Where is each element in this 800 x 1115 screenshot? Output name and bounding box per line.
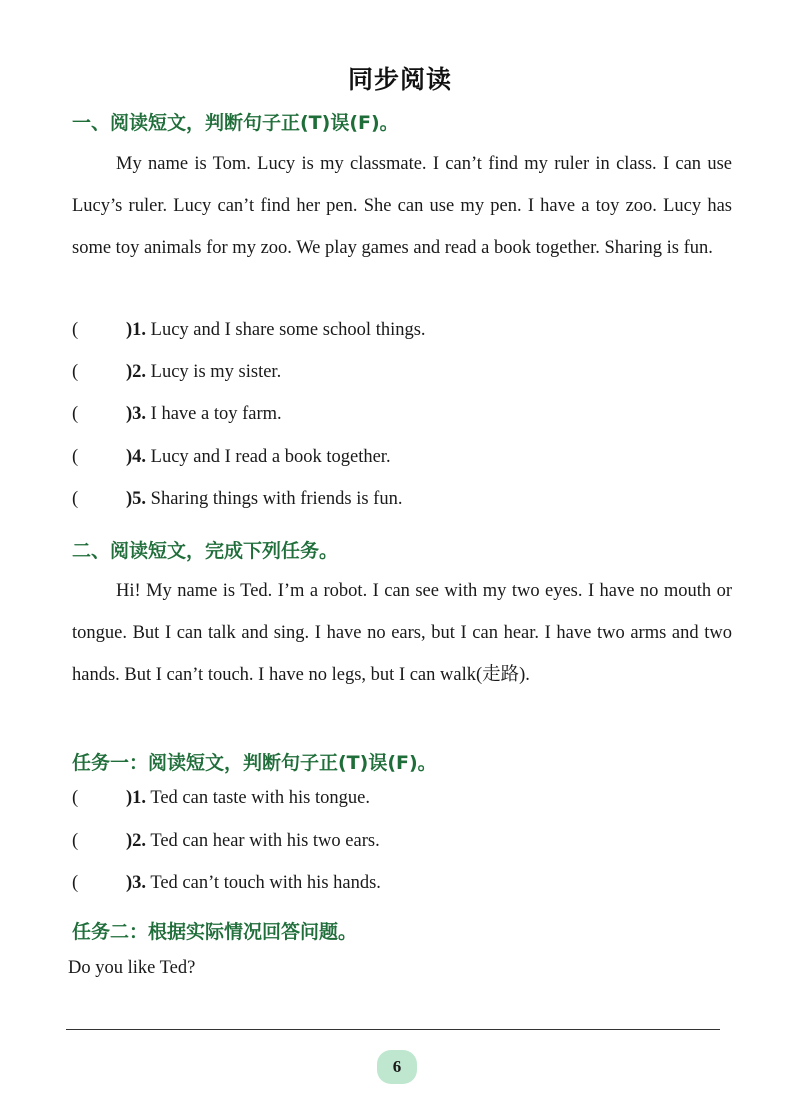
section1-question-3 — [72, 404, 282, 425]
page-number: 6 — [392, 1057, 402, 1076]
section2-heading: 二、阅读短文，完成下列任务。 — [72, 540, 339, 562]
answer-paren[interactable]: ( — [72, 788, 79, 808]
question-text: I have a toy farm. — [146, 404, 282, 424]
section1-question-5 — [72, 489, 402, 510]
page-title: 同步阅读 — [347, 65, 452, 94]
answer-paren[interactable]: ( — [72, 404, 79, 424]
question-number: )1. — [126, 320, 147, 340]
question-number: )2. — [126, 362, 147, 382]
answer-line[interactable] — [66, 1029, 720, 1030]
question-text: Lucy and I share some school things. — [146, 320, 426, 340]
question-text: Ted can taste with his tongue. — [146, 788, 370, 808]
answer-paren[interactable]: ( — [72, 447, 79, 467]
question-number: )4. — [126, 447, 147, 467]
answer-paren[interactable]: ( — [72, 320, 79, 340]
section1-question-1 — [72, 320, 426, 341]
task2-question: Do you like Ted? — [68, 958, 196, 978]
section2-passage-text: Hi! My name is Ted. I’m a robot. I can see with my two eyes. I have no mouth or tongue. But I can talk and sing. I have no ears, but I can hear. I have two arms and two hands. But I can’t touch. I have no legs, but I can walk(走路). — [72, 581, 732, 685]
question-number: )3. — [126, 873, 147, 893]
answer-paren[interactable]: ( — [72, 831, 79, 851]
question-number: )1. — [126, 788, 147, 808]
section1-question-2 — [72, 362, 281, 383]
task2-heading: 任务二：根据实际情况回答问题。 — [72, 921, 358, 943]
question-number: )3. — [126, 404, 147, 424]
answer-paren[interactable]: ( — [72, 873, 79, 893]
question-text: Ted can hear with his two ears. — [146, 831, 380, 851]
answer-paren[interactable]: ( — [72, 362, 79, 382]
section1-heading: 一、阅读短文，判断句子正(T)误(F)。 — [72, 112, 399, 134]
section1-passage — [72, 143, 732, 269]
question-text: Sharing things with friends is fun. — [146, 489, 403, 509]
task1-question-2 — [72, 831, 380, 852]
section2-passage — [72, 570, 732, 696]
question-number: )2. — [126, 831, 147, 851]
question-text: Lucy and I read a book together. — [146, 447, 391, 467]
question-text: Lucy is my sister. — [146, 362, 282, 382]
task1-question-3 — [72, 873, 381, 894]
section1-question-4 — [72, 447, 391, 468]
task1-heading: 任务一：阅读短文，判断句子正(T)误(F)。 — [72, 752, 437, 774]
question-text: Ted can’t touch with his hands. — [146, 873, 381, 893]
section1-passage-text: My name is Tom. Lucy is my classmate. I can’t find my ruler in class. I can use Lucy’s ruler. Lucy can’t find her pen. She can use my pen. I have a toy zoo. Lucy has some toy animals for my zoo. We play games and read a book together. Sharing is fun. — [72, 154, 732, 258]
task1-question-1 — [72, 788, 370, 809]
page-number-badge — [377, 1050, 417, 1084]
answer-paren[interactable]: ( — [72, 489, 79, 509]
question-number: )5. — [126, 489, 147, 509]
